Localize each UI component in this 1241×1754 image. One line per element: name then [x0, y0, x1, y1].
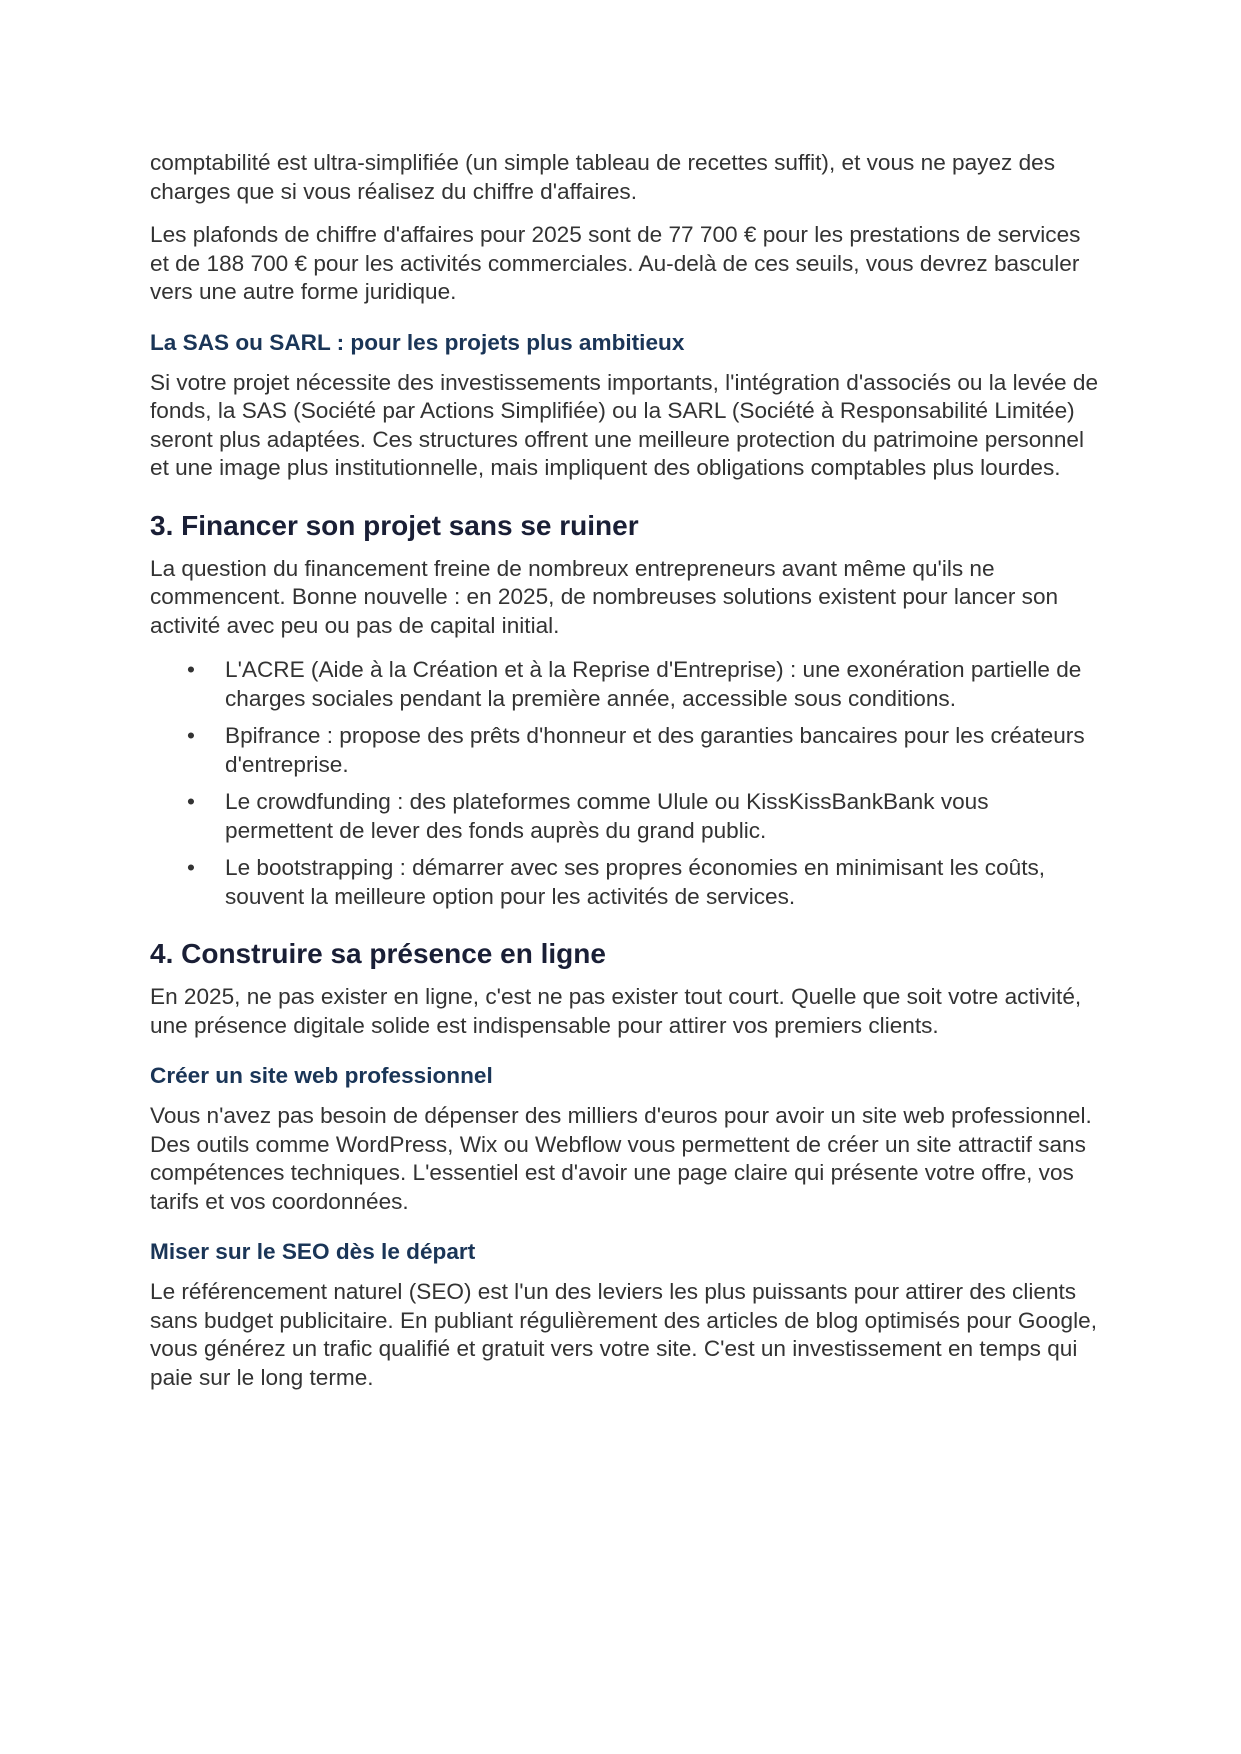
list-item-text: L'ACRE (Aide à la Création et à la Reprise d'Entreprise) : une exonération partielle de charges sociales pendant la première année, accessible sous conditions. [225, 657, 1082, 711]
paragraph-financement-intro: La question du financement freine de nombreux entrepreneurs avant même qu'ils ne commencent. Bonne nouvelle : en 2025, de nombreuses solutions existent pour lancer son activité avec peu ou pas de capital initial. [150, 555, 1059, 638]
paragraph-sas-sarl: Si votre projet nécessite des investissements importants, l'intégration d'associés ou la levée de fonds, la SAS (Société par Actions Simplifiée) ou la SARL (Société à Responsabilité Limitée) seront plus adaptées. Ces structures offrent une meilleure protection du patrimoine personnel et une image plus institutionnelle, mais impliquent des obligations comptables plus lourdes. [150, 369, 1099, 480]
list-item [150, 854, 1100, 911]
list-item [150, 656, 1100, 713]
paragraph-site-web: Vous n'avez pas besoin de dépenser des milliers d'euros pour avoir un site web professionnel. Des outils comme WordPress, Wix ou Webflow vous permettent de créer un site attractif sans compétences techniques. L'essentiel est d'avoir une page claire qui présente votre offre, vos tarifs et vos coordonnées. [150, 1103, 1092, 1214]
paragraph-seo: Le référencement naturel (SEO) est l'un des leviers les plus puissants pour attirer des clients sans budget publicitaire. En publiant régulièrement des articles de blog optimisés pour Google, vous générez un trafic qualifié et gratuit vers votre site. C'est un investissement en temps qui paie sur le long terme. [150, 1279, 1097, 1390]
paragraph-revenue-ceilings: Les plafonds de chiffre d'affaires pour 2025 sont de 77 700 € pour les prestations de services et de 188 700 € pour les activités commerciales. Au-delà de ces seuils, vous devrez basculer vers une autre forme juridique. [150, 222, 1081, 304]
subheading-site-web: Créer un site web professionnel [150, 1063, 493, 1088]
subheading-sas-sarl: La SAS ou SARL : pour les projets plus ambitieux [150, 329, 685, 355]
bullet-icon: • [187, 657, 195, 682]
paragraph-micro-accounting: comptabilité est ultra-simplifiée (un simple tableau de recettes suffit), et vous ne payez des charges que si vous réalisez du chiffre d'affaires. [150, 150, 1056, 204]
heading-financer-projet: 3. Financer son projet sans se ruiner [150, 509, 639, 541]
document-page [150, 149, 1100, 1392]
list-item [150, 722, 1100, 779]
bullet-icon: • [187, 855, 195, 880]
bullet-icon: • [187, 789, 195, 814]
financing-options-list [150, 656, 1100, 911]
list-item-text: Le crowdfunding : des plateformes comme Ulule ou KissKissBankBank vous permettent de lever des fonds auprès du grand public. [225, 789, 989, 843]
paragraph-presence-intro: En 2025, ne pas exister en ligne, c'est ne pas exister tout court. Quelle que soit votre activité, une présence digitale solide est indispensable pour attirer vos premiers clients. [150, 984, 1082, 1038]
list-item-text: Le bootstrapping : démarrer avec ses propres économies en minimisant les coûts, souvent la meilleure option pour les activités de services. [225, 855, 1046, 909]
list-item-text: Bpifrance : propose des prêts d'honneur et des garanties bancaires pour les créateurs d'entreprise. [225, 723, 1085, 777]
heading-presence-en-ligne: 4. Construire sa présence en ligne [150, 938, 606, 969]
subheading-seo: Miser sur le SEO dès le départ [150, 1239, 476, 1264]
bullet-icon: • [187, 723, 195, 748]
list-item [150, 788, 1100, 845]
